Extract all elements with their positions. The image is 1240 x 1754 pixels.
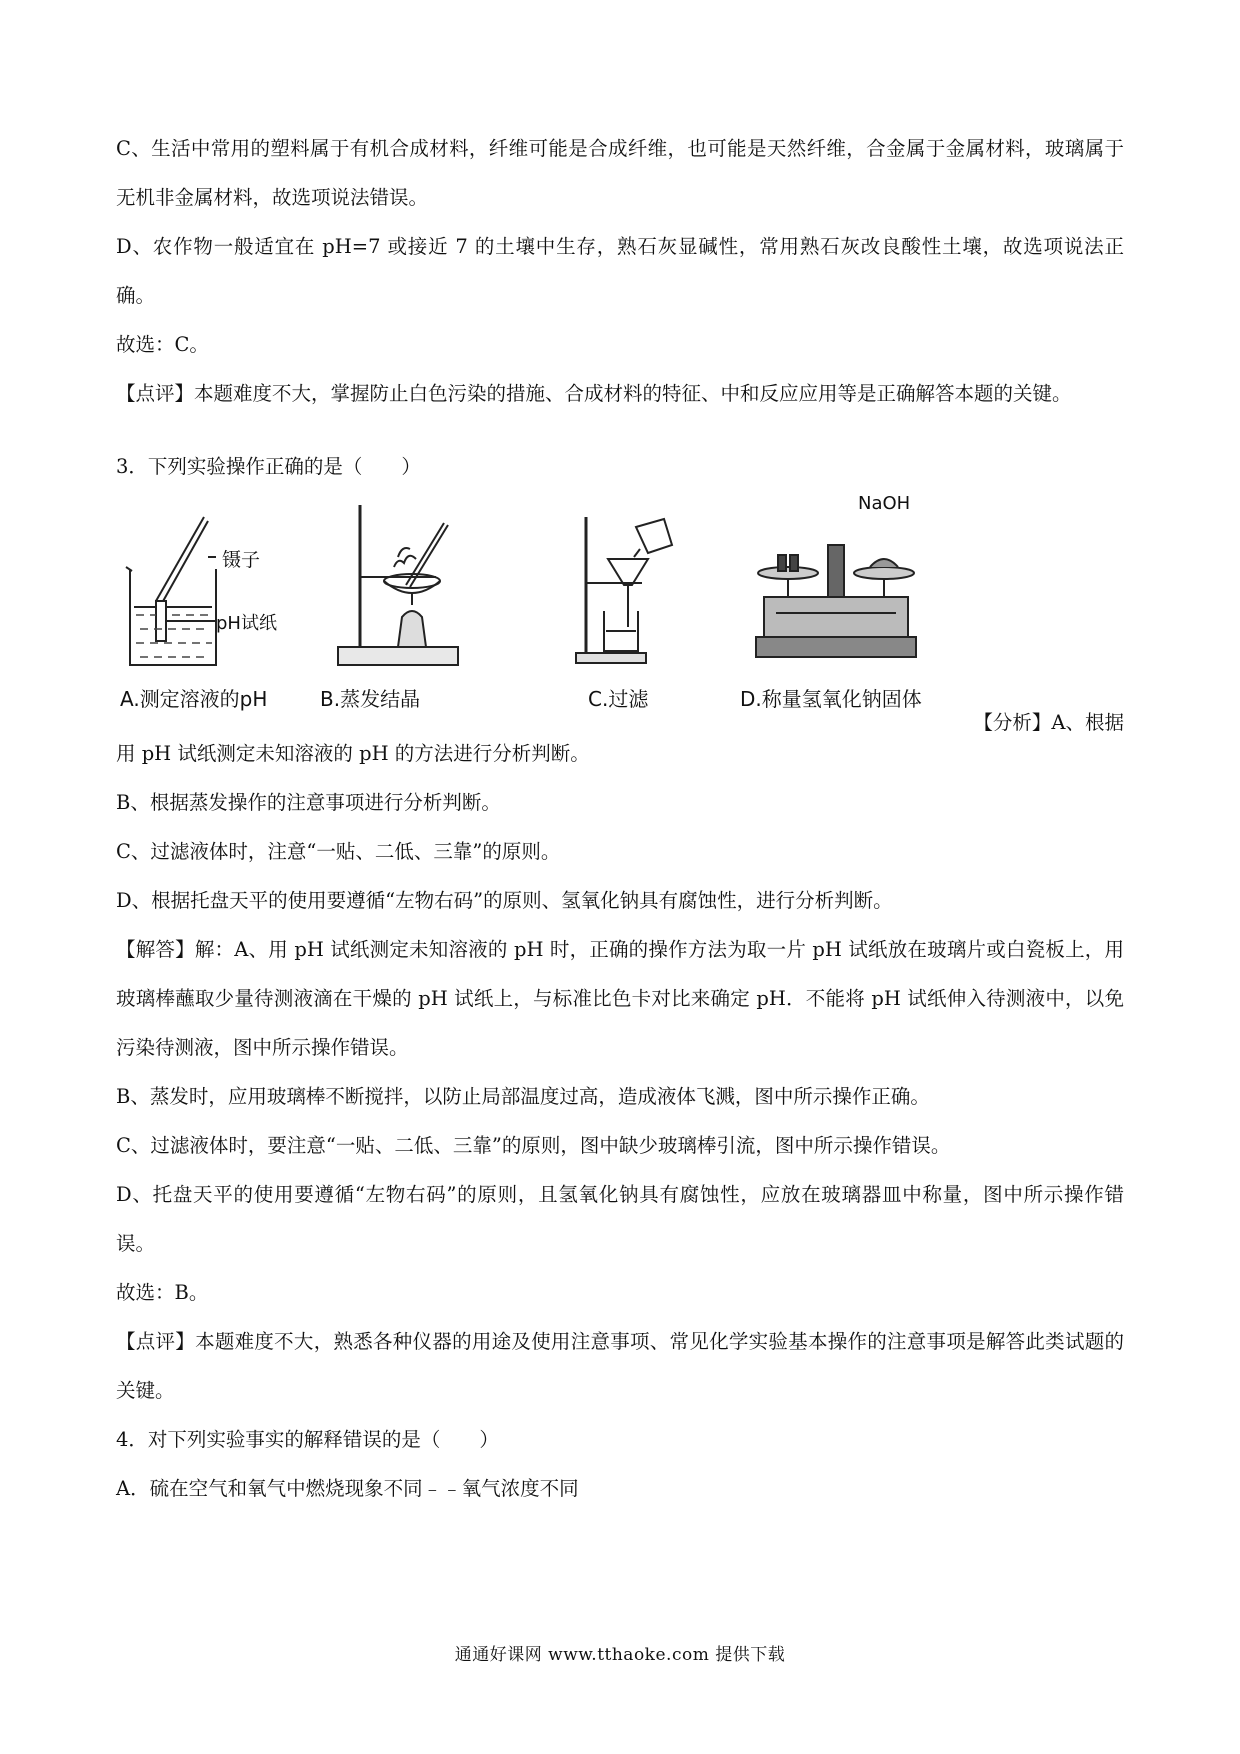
filtration-illustration <box>564 497 694 677</box>
figure-ph-test <box>116 497 286 677</box>
caption-d: D.称量氢氧化钠固体 <box>740 687 922 711</box>
q3-answer: 故选：B。 <box>116 1281 209 1304</box>
question-3-figures <box>116 493 1124 734</box>
caption-a: A.测定溶液的pH <box>120 687 268 711</box>
solution-d: D、托盘天平的使用要遵循“左物右码”的原则，且氢氧化钠具有腐蚀性，应放在玻璃器皿中称量，图中所示操作错误。 <box>116 1183 1124 1255</box>
paragraph-answer: 故选：C。 <box>116 333 209 356</box>
figure-weighing <box>746 493 926 677</box>
analysis-b: B、根据蒸发操作的注意事项进行分析判断。 <box>116 791 501 814</box>
analysis-c: C、过滤液体时，注意“一贴、二低、三靠”的原则。 <box>116 840 561 863</box>
solution-c: C、过滤液体时，要注意“一贴、二低、三靠”的原则，图中缺少玻璃棒引流，图中所示操作错误。 <box>116 1134 951 1157</box>
document-body <box>116 124 1124 1513</box>
caption-c: C.过滤 <box>588 687 649 711</box>
paragraph-option-d: D、农作物一般适宜在 pH=7 或接近 7 的土壤中生存，熟石灰显碱性，常用熟石灰改良酸性土壤，故选项说法正确。 <box>116 235 1124 307</box>
figure-filtration <box>564 497 694 677</box>
caption-b: B.蒸发结晶 <box>320 687 421 711</box>
analysis-heading: 【分析】A、根据 <box>973 711 1124 734</box>
analysis-a: 用 pH 试纸测定未知溶液的 pH 的方法进行分析判断。 <box>116 742 590 765</box>
page-footer: 通通好课网 www.tthaoke.com 提供下载 <box>454 1645 786 1665</box>
label-tweezers: 镊子 <box>222 549 261 571</box>
question-4-option-a: A．硫在空气和氧气中燃烧现象不同﹣﹣氧气浓度不同 <box>116 1477 579 1500</box>
paragraph-option-c: C、生活中常用的塑料属于有机合成材料，纤维可能是合成纤维，也可能是天然纤维，合金属于金属材料，玻璃属于无机非金属材料，故选项说法错误。 <box>116 137 1124 209</box>
balance-illustration <box>746 497 926 677</box>
q3-comment: 【点评】本题难度不大，熟悉各种仪器的用途及使用注意事项、常见化学实验基本操作的注意事项是解答此类试题的关键。 <box>116 1330 1124 1402</box>
figure-evaporation <box>328 497 468 677</box>
label-ph-paper: pH试纸 <box>216 613 277 634</box>
solution-b: B、蒸发时，应用玻璃棒不断搅拌，以防止局部温度过高，造成液体飞溅，图中所示操作正确。 <box>116 1085 930 1108</box>
evaporating-dish-illustration <box>328 497 468 677</box>
question-3-title: 3．下列实验操作正确的是（ ） <box>116 455 421 478</box>
paragraph-comment: 【点评】本题难度不大，掌握防止白色污染的措施、合成材料的特征、中和反应应用等是正确解答本题的关键。 <box>116 382 1072 405</box>
beaker-tweezers-illustration <box>116 497 286 677</box>
label-naoh: NaOH <box>858 493 911 514</box>
question-4-title: 4．对下列实验事实的解释错误的是（ ） <box>116 1428 499 1451</box>
solution-a: 【解答】解：A、用 pH 试纸测定未知溶液的 pH 时，正确的操作方法为取一片 pH 试纸放在玻璃片或白瓷板上，用玻璃棒蘸取少量待测液滴在干燥的 pH 试纸上，与标准比色卡对比来确定 pH．不能将 pH 试纸伸入待测液中，以免污染待测液，图中所示操作错误。 <box>116 938 1124 1059</box>
analysis-d: D、根据托盘天平的使用要遵循“左物右码”的原则、氢氧化钠具有腐蚀性，进行分析判断。 <box>116 889 893 912</box>
